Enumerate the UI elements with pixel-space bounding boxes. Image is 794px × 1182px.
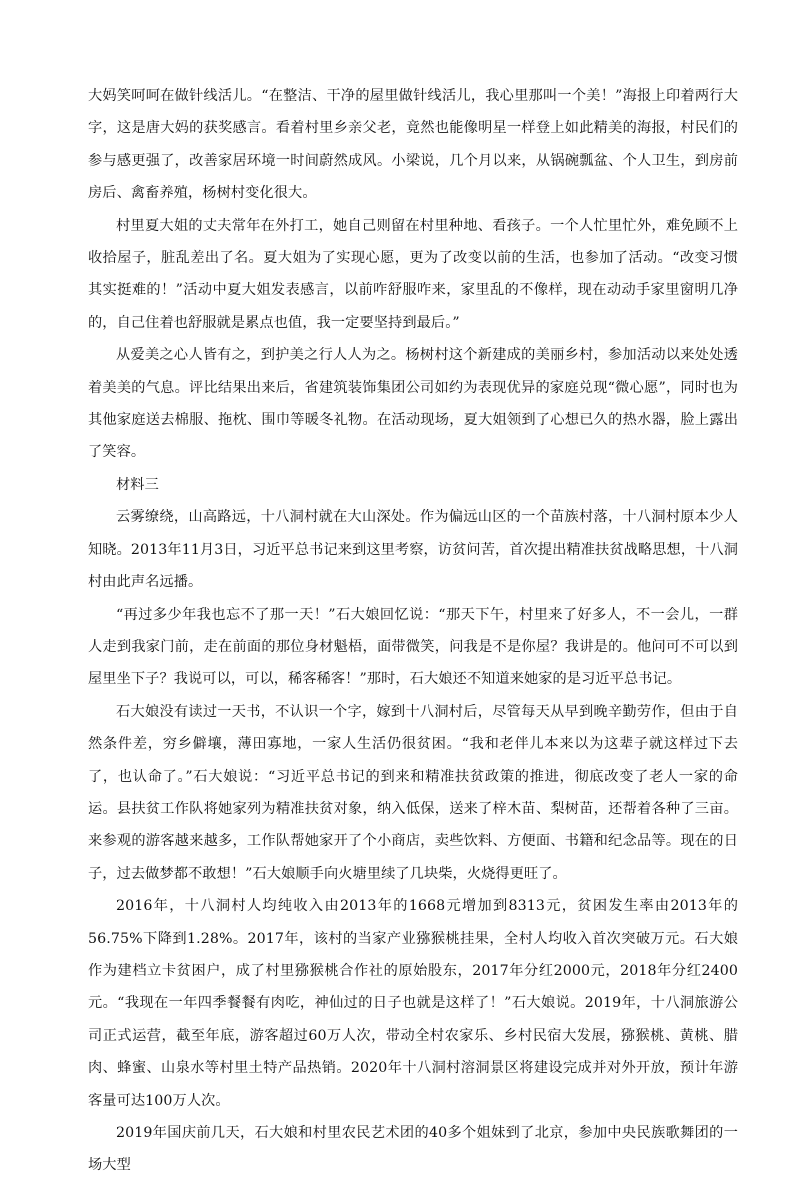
section-heading-material-three: 材料三 bbox=[116, 476, 159, 493]
document-page bbox=[88, 80, 738, 1182]
paragraph-income-statistics: 2016年，十八洞村人均纯收入由2013年的1668元增加到8313元，贫困发生率由2013年的56.75%下降到1.28%。2017年，该村的当家产业猕猴桃挂果，全村人均收入首次突破万元。石大娘作为建档立卡贫困户，成了村里猕猴桃合作社的原始股东，2017年分红2000元，2018年分红2400元。“我现在一年四季餐餐有肉吃，神仙过的日子也就是这样了！”石大娘说。2019年，十八洞旅游公司正式运营，截至年底，游客超过60万人次，带动全村农家乐、乡村民宿大发展，猕猴桃、黄桃、腊肉、蜂蜜、山泉水等村里土特产品热销。2020年十八洞村溶洞景区将建设完成并对外开放，预计年游客量可达100万人次。 bbox=[88, 898, 738, 1109]
paragraph-tang-aunt-poster: 大妈笑呵呵在做针线活儿。“在整洁、干净的屋里做针线活儿，我心里那叫一个美！”海报上印着两行大字，这是唐大妈的获奖感言。看着村里乡亲父老，竟然也能像明星一样登上如此精美的海报，村民们的参与感更强了，改善家居环境一时间蔚然成风。小梁说，几个月以来，从锅碗瓢盆、个人卫生，到房前房后、禽畜养殖，杨树村变化很大。 bbox=[88, 88, 738, 202]
paragraph-national-day: 2019年国庆前几天，石大娘和村里农民艺术团的40多个姐妹到了北京，参加中央民族歌舞团的一场大型 bbox=[88, 1125, 738, 1174]
paragraph-xia-sister: 村里夏大姐的丈夫常年在外打工，她自己则留在村里种地、看孩子。一个人忙里忙外，难免顾不上收拾屋子，脏乱差出了名。夏大姐为了实现心愿，更为了改变以前的生活，也参加了活动。“改变习惯其实挺难的！”活动中夏大姐发表感言，以前咋舒服咋来，家里乱的不像样，现在动动手家里窗明几净的，自己住着也舒服就是累点也值，我一定要坚持到最后。” bbox=[88, 217, 738, 331]
paragraph-shi-aunt-recall: “再过多少年我也忘不了那一天！”石大娘回忆说：“那天下午，村里来了好多人，不一会儿，一群人走到我家门前，走在前面的那位身材魁梧，面带微笑，问我是不是你屋？我讲是的。他问可不可以到屋里坐下子？我说可以，可以，稀客稀客！”那时，石大娘还不知道来她家的是习近平总书记。 bbox=[88, 606, 738, 688]
paragraph-beauty-village: 从爱美之心人皆有之，到护美之行人人为之。杨树村这个新建成的美丽乡村，参加活动以来处处透着美美的气息。评比结果出来后，省建筑装饰集团公司如约为表现优异的家庭兑现“微心愿”，同时也为其他家庭送去棉服、拖枕、围巾等暖冬礼物。在活动现场，夏大姐领到了心想已久的热水器，脸上露出了笑容。 bbox=[88, 347, 738, 461]
paragraph-shi-aunt-life: 石大娘没有读过一天书，不认识一个字，嫁到十八洞村后，尽管每天从早到晚辛勤劳作，但由于自然条件差，穷乡僻壤，薄田寡地，一家人生活仍很贫困。“我和老伴儿本来以为这辈子就这样过下去了，也认命了。”石大娘说：“习近平总书记的到来和精准扶贫政策的推进，彻底改变了老人一家的命运。县扶贫工作队将她家列为精准扶贫对象，纳入低保，送来了梓木苗、梨树苗，还帮着各种了三亩。来参观的游客越来越多，工作队帮她家开了个小商店，卖些饮料、方便面、书籍和纪念品等。现在的日子，过去做梦都不敢想！”石大娘顺手向火塘里续了几块柴，火烧得更旺了。 bbox=[88, 703, 738, 882]
paragraph-shibadong-intro: 云雾缭绕，山高路远，十八洞村就在大山深处。作为偏远山区的一个苗族村落，十八洞村原本少人知晓。2013年11月3日，习近平总书记来到这里考察，访贫问苦，首次提出精准扶贫战略思想，十八洞村由此声名远播。 bbox=[88, 509, 738, 591]
